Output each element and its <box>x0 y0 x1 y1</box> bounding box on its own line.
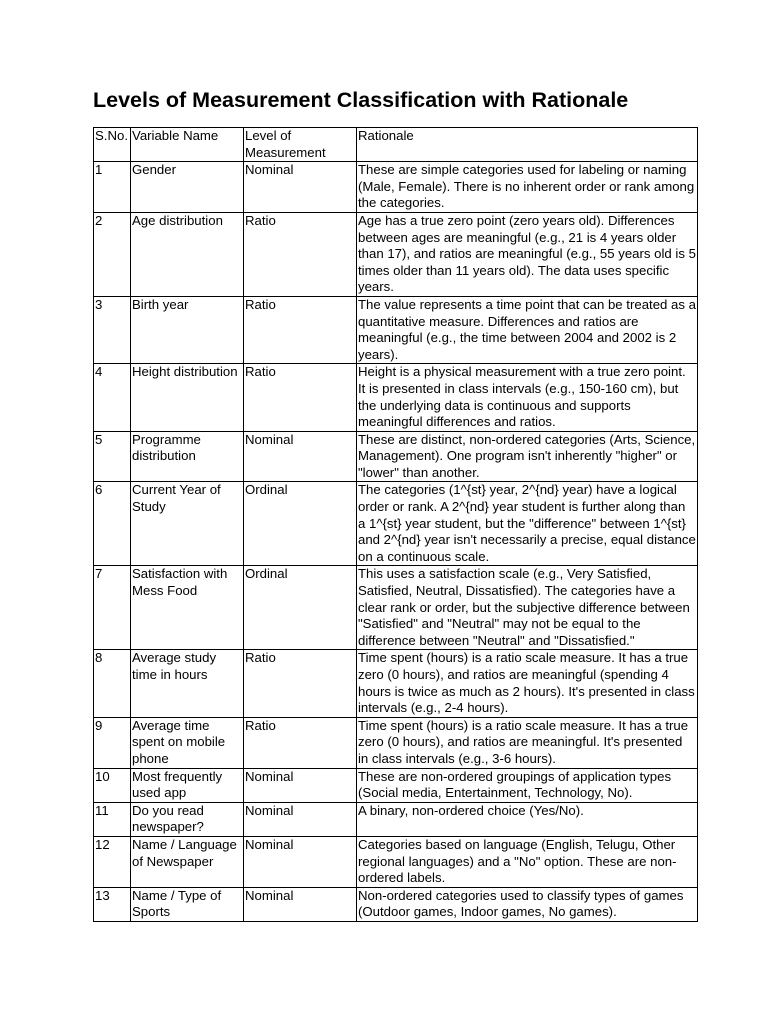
cell-rationale: These are distinct, non-ordered categories (Arts, Science, Management). One program isn't inherently "higher" or "lower" than another. <box>357 431 698 482</box>
cell-variable-name: Birth year <box>131 296 244 363</box>
cell-level: Ratio <box>244 212 357 296</box>
table-row <box>94 212 698 296</box>
cell-variable-name: Gender <box>131 162 244 213</box>
cell-level: Nominal <box>244 802 357 836</box>
cell-sno: 12 <box>94 836 131 887</box>
cell-sno: 8 <box>94 650 131 717</box>
cell-rationale: The categories (1^{st} year, 2^{nd} year) have a logical order or rank. A 2^{nd} year student is further along than a 1^{st} year student, but the "difference" between 1^{st} and 2^{nd} year isn't necessarily a precise, equal distance on a continuous scale. <box>357 482 698 566</box>
cell-level: Ratio <box>244 650 357 717</box>
cell-sno: 10 <box>94 768 131 802</box>
cell-rationale: These are simple categories used for labeling or naming (Male, Female). There is no inherent order or rank among the categories. <box>357 162 698 213</box>
cell-variable-name: Programme distribution <box>131 431 244 482</box>
cell-level: Ratio <box>244 717 357 768</box>
cell-level: Nominal <box>244 162 357 213</box>
cell-variable-name: Current Year of Study <box>131 482 244 566</box>
table-row <box>94 431 698 482</box>
classification-table <box>93 127 698 922</box>
cell-level: Ratio <box>244 364 357 431</box>
table-row <box>94 482 698 566</box>
cell-level: Ordinal <box>244 566 357 650</box>
table-row <box>94 802 698 836</box>
cell-variable-name: Satisfaction with Mess Food <box>131 566 244 650</box>
cell-rationale: Age has a true zero point (zero years old). Differences between ages are meaningful (e.g., 21 is 4 years older than 17), and ratios are meaningful (e.g., 55 years old is 5 times older than 11 years old). The data uses specific years. <box>357 212 698 296</box>
table-header-row <box>94 128 698 162</box>
table-row <box>94 717 698 768</box>
cell-rationale: The value represents a time point that can be treated as a quantitative measure. Differences and ratios are meaningful (e.g., the time between 2004 and 2002 is 2 years). <box>357 296 698 363</box>
cell-sno: 9 <box>94 717 131 768</box>
page-title: Levels of Measurement Classification with Rationale <box>93 88 629 112</box>
table-row <box>94 566 698 650</box>
cell-rationale: Categories based on language (English, Telugu, Other regional languages) and a "No" option. These are non-ordered labels. <box>357 836 698 887</box>
cell-rationale: This uses a satisfaction scale (e.g., Very Satisfied, Satisfied, Neutral, Dissatisfied). The categories have a clear rank or order, but the subjective difference between "Satisfied" and "Neutral" may not be equal to the difference between "Neutral" and "Dissatisfied." <box>357 566 698 650</box>
cell-level: Nominal <box>244 836 357 887</box>
table-row <box>94 364 698 431</box>
cell-variable-name: Average study time in hours <box>131 650 244 717</box>
cell-sno: 7 <box>94 566 131 650</box>
cell-level: Nominal <box>244 768 357 802</box>
cell-level: Nominal <box>244 431 357 482</box>
cell-sno: 11 <box>94 802 131 836</box>
table-row <box>94 296 698 363</box>
table-body <box>94 162 698 922</box>
cell-level: Ratio <box>244 296 357 363</box>
cell-sno: 13 <box>94 887 131 921</box>
cell-variable-name: Average time spent on mobile phone <box>131 717 244 768</box>
cell-variable-name: Name / Language of Newspaper <box>131 836 244 887</box>
cell-sno: 2 <box>94 212 131 296</box>
cell-rationale: Time spent (hours) is a ratio scale measure. It has a true zero (0 hours), and ratios are meaningful. It's presented in class intervals (e.g., 3-6 hours). <box>357 717 698 768</box>
table-row <box>94 887 698 921</box>
cell-variable-name: Do you read newspaper? <box>131 802 244 836</box>
cell-sno: 1 <box>94 162 131 213</box>
cell-variable-name: Height distribution <box>131 364 244 431</box>
header-rationale: Rationale <box>357 128 698 162</box>
table-row <box>94 650 698 717</box>
cell-rationale: A binary, non-ordered choice (Yes/No). <box>357 802 698 836</box>
cell-rationale: Time spent (hours) is a ratio scale measure. It has a true zero (0 hours), and ratios are meaningful (spending 4 hours is twice as much as 2 hours). It's presented in class intervals (e.g., 2-4 hours). <box>357 650 698 717</box>
cell-level: Ordinal <box>244 482 357 566</box>
table-row <box>94 162 698 213</box>
cell-sno: 6 <box>94 482 131 566</box>
table-row <box>94 836 698 887</box>
cell-sno: 3 <box>94 296 131 363</box>
cell-variable-name: Most frequently used app <box>131 768 244 802</box>
header-level-of-measurement: Level of Measurement <box>244 128 357 162</box>
cell-level: Nominal <box>244 887 357 921</box>
table-row <box>94 768 698 802</box>
cell-sno: 5 <box>94 431 131 482</box>
header-variable-name: Variable Name <box>131 128 244 162</box>
cell-sno: 4 <box>94 364 131 431</box>
cell-rationale: These are non-ordered groupings of application types (Social media, Entertainment, Technology, No). <box>357 768 698 802</box>
header-sno: S.No. <box>94 128 131 162</box>
cell-rationale: Height is a physical measurement with a true zero point. It is presented in class intervals (e.g., 150-160 cm), but the underlying data is continuous and supports meaningful differences and ratios. <box>357 364 698 431</box>
cell-rationale: Non-ordered categories used to classify types of games (Outdoor games, Indoor games, No games). <box>357 887 698 921</box>
cell-variable-name: Name / Type of Sports <box>131 887 244 921</box>
cell-variable-name: Age distribution <box>131 212 244 296</box>
